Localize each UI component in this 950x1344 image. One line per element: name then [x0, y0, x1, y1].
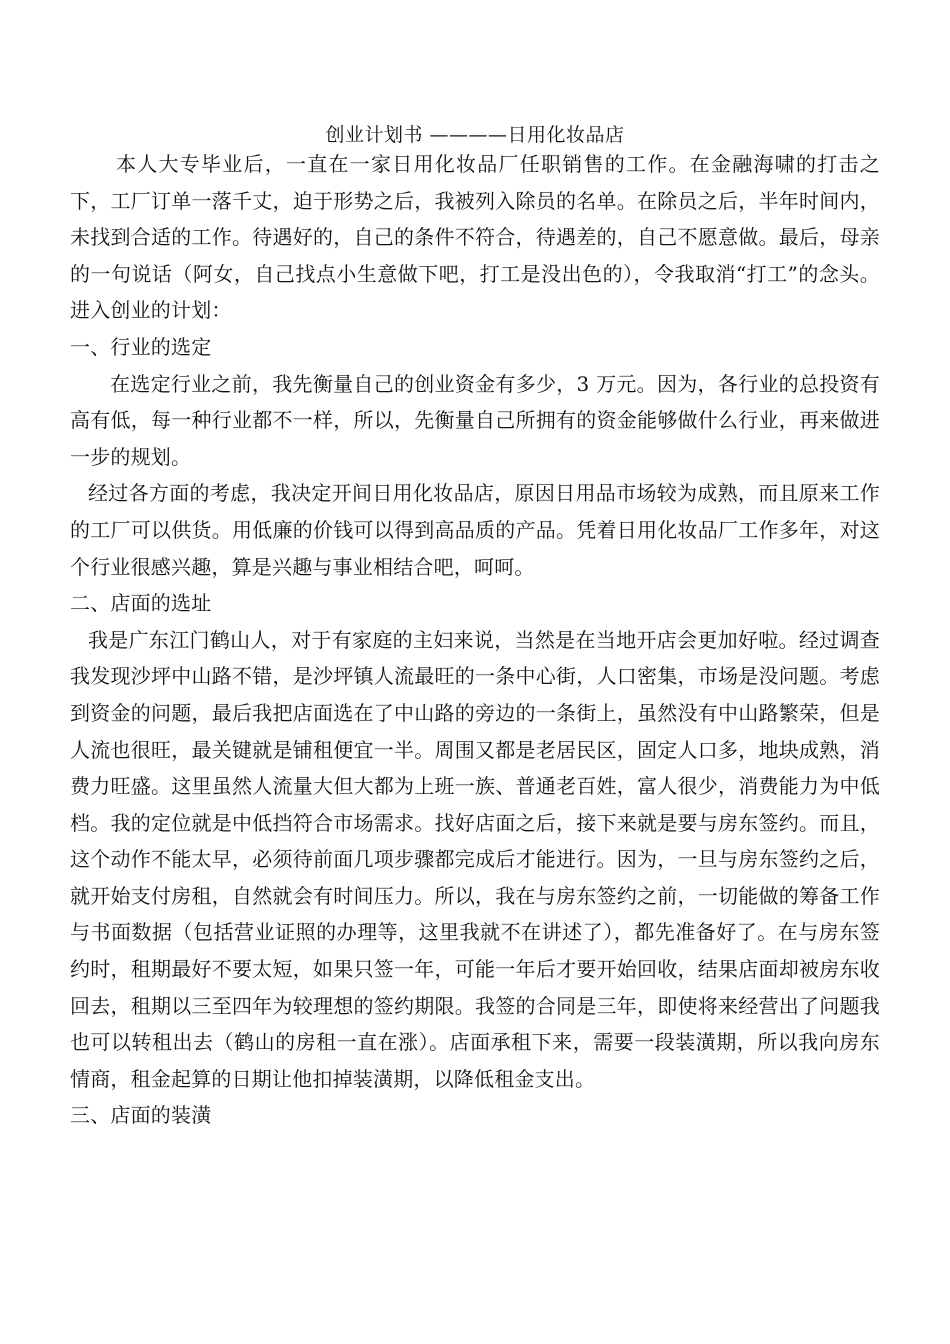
document-body [70, 146, 880, 1134]
location-paragraph: 我是广东江门鹤山人，对于有家庭的主妇来说，当然是在当地开店会更加好啦。经过调查我发现沙坪中山路不错，是沙坪镇人流最旺的一条中心街，人口密集，市场是没问题。考虑到资金的问题，最后我把店面选在了中山路的旁边的一条街上，虽然没有中山路繁荣，但是人流也很旺，最关键就是铺租便宜一半。周围又都是老居民区，固定人口多，地块成熟，消费力旺盛。这里虽然人流量大但大都为上班一族、普通老百姓，富人很少，消费能力为中低档。我的定位就是中低挡符合市场需求。找好店面之后，接下来就是要与房东签约。而且，这个动作不能太早，必须待前面几项步骤都完成后才能进行。因为，一旦与房东签约之后，就开始支付房租，自然就会有时间压力。所以，我在与房东签约之前，一切能做的筹备工作与书面数据（包括营业证照的办理等，这里我就不在讲述了），都先准备好了。在与房东签约时，租期最好不要太短，如果只签一年，可能一年后才要开始回收，结果店面却被房东收回去，租期以三至四年为较理想的签约期限。我签的合同是三年，即使将来经营出了问题我也可以转租出去（鹤山的房租一直在涨）。店面承租下来，需要一段装潢期，所以我向房东情商，租金起算的日期让他扣掉装潢期，以降低租金支出。 [70, 627, 880, 1091]
document-title: 创业计划书 ————日用化妆品店 [325, 124, 625, 146]
section-heading-industry: 一、行业的选定 [70, 334, 212, 359]
intro-paragraph: 本人大专毕业后，一直在一家日用化妆品厂任职销售的工作。在金融海啸的打击之下，工厂订单一落千丈，迫于形势之后，我被列入除员的名单。在除员之后，半年时间内，未找到合适的工作。待遇好的，自己的条件不符合，待遇差的，自己不愿意做。最后，母亲的一句说话（阿女，自己找点小生意做下吧，打工是没出色的），令我取消“打工”的念头。进入创业的计划： [70, 152, 880, 323]
decision-paragraph: 经过各方面的考虑，我决定开间日用化妆品店，原因日用品市场较为成熟，而且原来工作的工厂可以供货。用低廉的价钱可以得到高品质的产品。凭着日用化妆品厂工作多年，对这个行业很感兴趣，算是兴趣与事业相结合吧，呵呵。 [70, 481, 880, 579]
section-heading-location: 二、店面的选址 [70, 591, 212, 616]
section-heading-decoration: 三、店面的装潢 [70, 1103, 212, 1128]
industry-paragraph: 在选定行业之前，我先衡量自己的创业资金有多少，3 万元。因为，各行业的总投资有高有低，每一种行业都不一样，所以，先衡量自己所拥有的资金能够做什么行业，再来做进一步的规划。 [70, 371, 880, 469]
